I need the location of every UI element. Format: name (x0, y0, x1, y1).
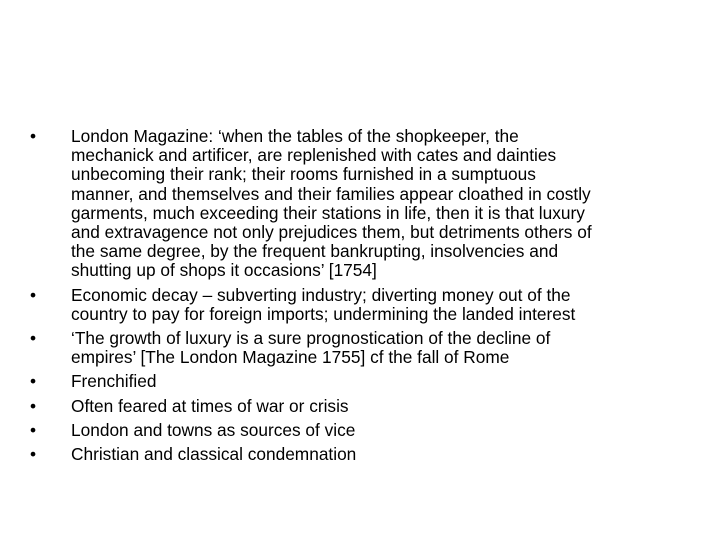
bullet-item-frenchified (30, 372, 690, 391)
bullet-icon: • (30, 328, 37, 349)
bullet-icon: • (30, 371, 37, 392)
bullet-text (71, 286, 690, 324)
bullet-list (30, 127, 690, 469)
bullet-icon: • (30, 284, 37, 305)
text-line: mechanick and artificer, are replenished with cates and dainties (71, 145, 557, 166)
text-line: garments, much exceeding their stations in life, then it is that luxury (71, 202, 585, 223)
bullet-icon: • (30, 444, 37, 465)
text-line: Economic decay – subverting industry; diverting money out of the (71, 284, 571, 305)
bullet-text (71, 372, 690, 391)
text-line: Christian and classical condemnation (71, 444, 357, 465)
bullet-text (71, 421, 690, 440)
text-line: and extravagence not only prejudices them, but detriments others of (71, 222, 592, 243)
bullet-text (71, 329, 690, 367)
bullet-item-war-crisis (30, 397, 690, 416)
bullet-icon: • (30, 395, 37, 416)
text-line: country to pay for foreign imports; undermining the landed interest (71, 303, 576, 324)
text-line: ‘The growth of luxury is a sure prognostication of the decline of (71, 328, 551, 349)
text-line: London and towns as sources of vice (71, 419, 356, 440)
bullet-icon: • (30, 419, 37, 440)
bullet-text (71, 397, 690, 416)
text-line: Often feared at times of war or crisis (71, 395, 349, 416)
bullet-item-growth-of-luxury (30, 329, 690, 367)
text-line: shutting up of shops it occasions’ [1754] (71, 260, 377, 281)
bullet-text (71, 445, 690, 464)
text-line: London Magazine: ‘when the tables of the shopkeeper, the (71, 126, 519, 146)
bullet-icon: • (30, 126, 37, 146)
bullet-item-economic-decay (30, 286, 690, 324)
text-line: unbecoming their rank; their rooms furnished in a sumptuous (71, 164, 536, 185)
text-line: Frenchified (71, 371, 157, 392)
text-line: the same degree, by the frequent bankrupting, insolvencies and (71, 241, 559, 262)
text-line: empires’ [The London Magazine 1755] cf the fall of Rome (71, 347, 510, 368)
bullet-item-condemnation (30, 445, 690, 464)
text-line: manner, and themselves and their families appear cloathed in costly (71, 183, 591, 204)
bullet-text (71, 127, 690, 281)
bullet-item-london-magazine (30, 127, 690, 281)
bullet-item-london-vice (30, 421, 690, 440)
